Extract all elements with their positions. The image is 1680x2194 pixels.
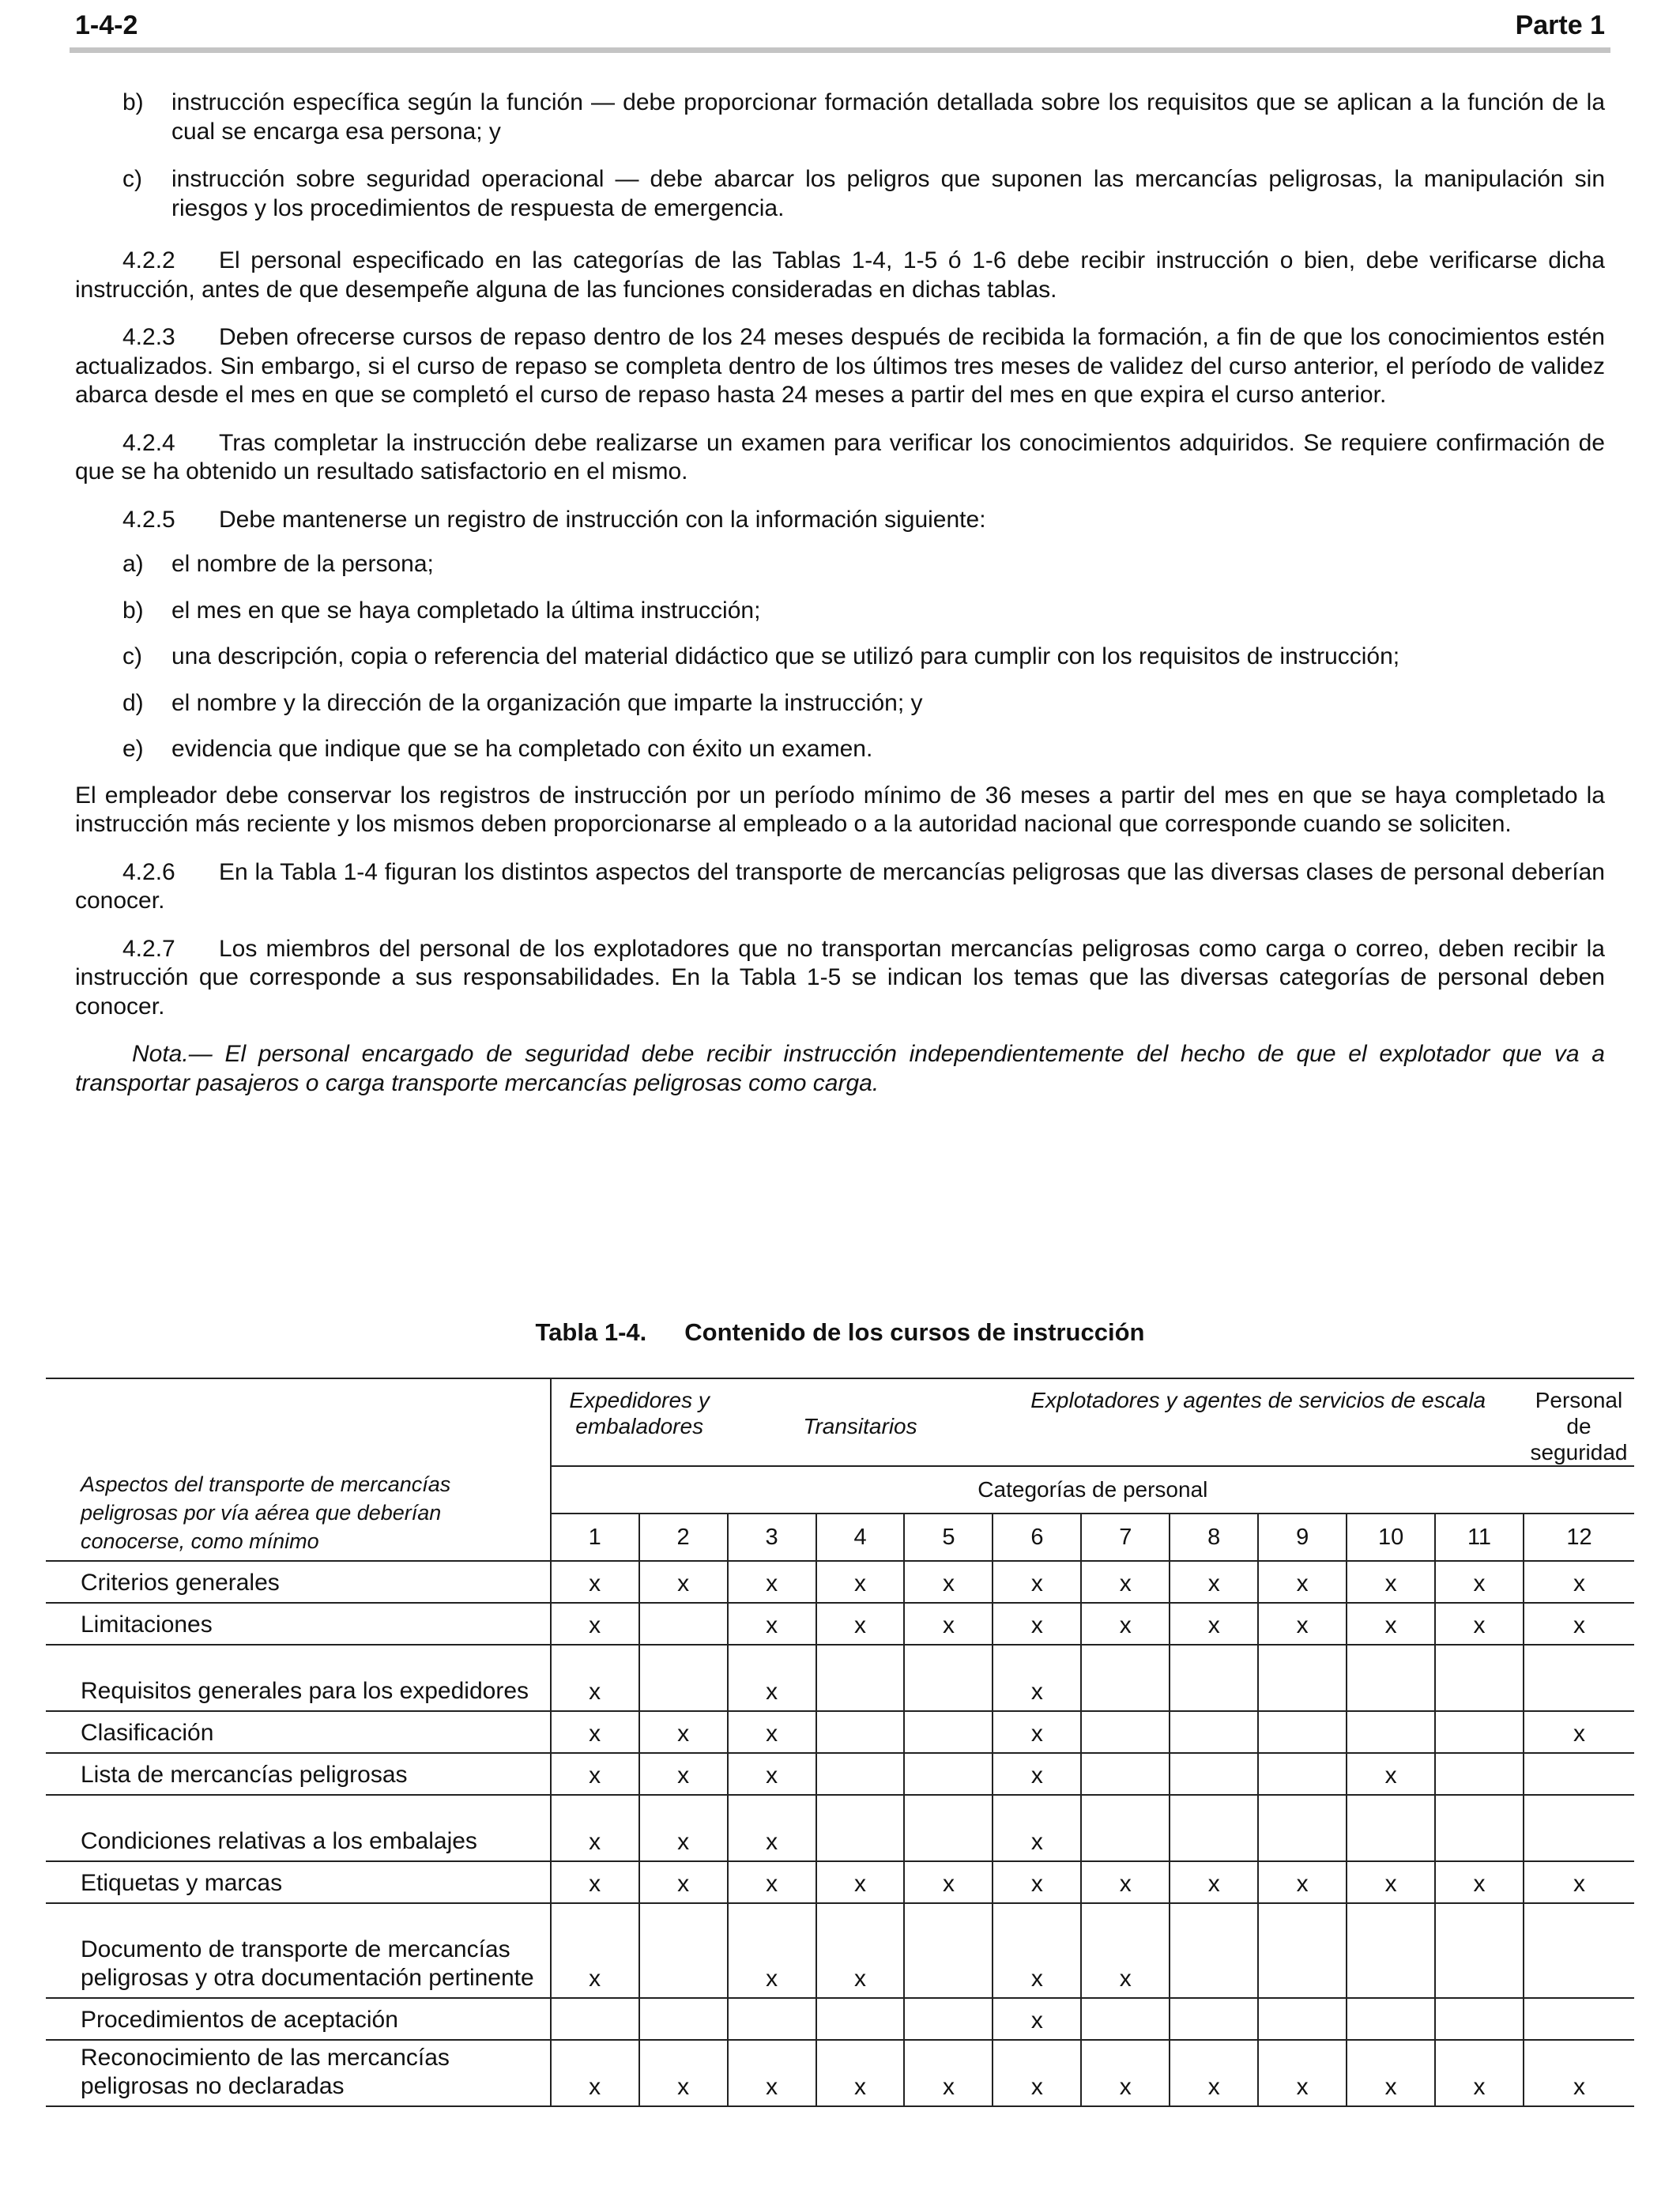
table-cell (1347, 1795, 1435, 1861)
header-aspects-label: Aspectos del transporte de mercancías peligrosas por vía aérea que deberían conocerse, como mínimo (46, 1378, 551, 1561)
table-cell: x (1347, 1861, 1435, 1903)
note (75, 1040, 1605, 1098)
paragraph-4-2-7 (75, 935, 1605, 1022)
table-cell (1524, 1753, 1634, 1795)
table-cell: x (1258, 2040, 1347, 2106)
table-cell: x (639, 1711, 728, 1753)
column-number: 11 (1435, 1514, 1524, 1561)
table-cell (816, 1795, 905, 1861)
list-label: c) (122, 166, 142, 192)
table-cell: x (639, 1795, 728, 1861)
table-row (46, 1645, 1634, 1711)
paragraph-text: Tras completar la instrucción debe realizarse un examen para verificar los conocimientos adquiridos. Se requiere confirmación de que se ha obtenido un resultado satisfactorio en el mismo. (75, 429, 1605, 484)
table-cell: x (1435, 2040, 1524, 2106)
paragraph-number: 4.2.6 (122, 858, 175, 885)
column-number: 10 (1347, 1514, 1435, 1561)
table-cell: x (993, 1861, 1081, 1903)
table-cell (1347, 1903, 1435, 1998)
table-cell (1347, 1998, 1435, 2040)
table-cell: x (728, 1711, 816, 1753)
table-cell: x (1347, 1561, 1435, 1603)
table-cell (1347, 1711, 1435, 1753)
table-cell: x (639, 1561, 728, 1603)
table-cell (1258, 1711, 1347, 1753)
table-row (46, 1903, 1634, 1998)
table-cell: x (993, 1795, 1081, 1861)
paragraph-4-2-3 (75, 323, 1605, 410)
paragraph-4-2-6 (75, 858, 1605, 916)
table-cell: x (551, 1903, 639, 1998)
row-label: Lista de mercancías peligrosas (46, 1753, 551, 1795)
table-cell: x (639, 1861, 728, 1903)
table-cell: x (1170, 1861, 1258, 1903)
table-cell: x (551, 1795, 639, 1861)
table-cell (1258, 1998, 1347, 2040)
list-item (75, 550, 1605, 579)
column-number: 12 (1524, 1514, 1634, 1561)
table-cell (1258, 1795, 1347, 1861)
row-label: Documento de transporte de mercancías peligrosas y otra documentación pertinente (46, 1903, 551, 1998)
list-label: e) (122, 736, 144, 762)
list-text: una descripción, copia o referencia del material didáctico que se utilizó para cumplir con los requisitos de instrucción; (171, 643, 1400, 669)
row-label: Etiquetas y marcas (46, 1861, 551, 1903)
table-cell (639, 1603, 728, 1645)
table-cell: x (1435, 1561, 1524, 1603)
table-cell: x (551, 2040, 639, 2106)
paragraph-4-2-4 (75, 429, 1605, 487)
list-label: b) (122, 89, 144, 115)
table-cell (728, 1998, 816, 2040)
table-cell (904, 1711, 993, 1753)
page-number: 1-4-2 (75, 9, 138, 40)
list-label: a) (122, 551, 144, 577)
list-text: instrucción específica según la función — debe proporcionar formación detallada sobre los requisitos que se aplican a la función de la cual se encarga esa persona; y (171, 89, 1605, 145)
table-cell (1258, 1753, 1347, 1795)
table-cell: x (1258, 1603, 1347, 1645)
table-cell: x (639, 1753, 728, 1795)
list-label: b) (122, 597, 144, 624)
list-item (75, 89, 1605, 146)
column-number: 6 (993, 1514, 1081, 1561)
table-row (46, 1861, 1634, 1903)
table-cell: x (993, 1753, 1081, 1795)
document-body (75, 89, 1605, 1098)
table-cell (816, 1711, 905, 1753)
list-text: instrucción sobre seguridad operacional — debe abarcar los peligros que suponen las mercancías peligrosas, la manipulación sin riesgos y los procedimientos de respuesta de emergencia. (171, 166, 1605, 221)
table-cell (1435, 1711, 1524, 1753)
table-cell (1081, 1645, 1170, 1711)
table-cell (1347, 1645, 1435, 1711)
list-text: el nombre y la dirección de la organización que imparte la instrucción; y (171, 689, 923, 716)
paragraph-text: Deben ofrecerse cursos de repaso dentro de los 24 meses después de recibida la formación, a fin de que los conocimientos estén actualizados. Sin embargo, si el curso de repaso se completa dentro de los últimos tres meses de validez del curso anterior, el período de validez abarca desde el mes en que se completó el curso de repaso hasta 24 meses a partir del mes en que expira el curso anterior. (75, 324, 1605, 408)
row-label: Criterios generales (46, 1561, 551, 1603)
list-item (75, 735, 1605, 764)
table-cell (1435, 1903, 1524, 1998)
table-cell: x (551, 1561, 639, 1603)
column-number: 8 (1170, 1514, 1258, 1561)
table-cell: x (1170, 2040, 1258, 2106)
paragraph-number: 4.2.7 (122, 935, 175, 962)
table-cell (1258, 1645, 1347, 1711)
note-text: El personal encargado de seguridad debe recibir instrucción independientemente del hecho de que el explotador que va a transportar pasajeros o carga transporte mercancías peligrosas como carga. (75, 1041, 1605, 1096)
table-cell: x (1524, 1711, 1634, 1753)
table-cell: x (1524, 1603, 1634, 1645)
table-cell: x (993, 1561, 1081, 1603)
table-cell: x (993, 2040, 1081, 2106)
list-item (75, 689, 1605, 718)
column-number: 2 (639, 1514, 728, 1561)
table-cell: x (1347, 1753, 1435, 1795)
table-cell (1170, 1998, 1258, 2040)
table-cell (1170, 1711, 1258, 1753)
table-header-row (46, 1378, 1634, 1466)
table-title-text: Contenido de los cursos de instrucción (684, 1318, 1145, 1346)
table-cell (551, 1998, 639, 2040)
table-cell (639, 1645, 728, 1711)
paragraph-employer (75, 782, 1605, 839)
table-row (46, 1603, 1634, 1645)
table-cell (904, 1795, 993, 1861)
table-cell (1170, 1645, 1258, 1711)
column-number: 1 (551, 1514, 639, 1561)
row-label: Limitaciones (46, 1603, 551, 1645)
table-row (46, 1795, 1634, 1861)
table-cell (1524, 1998, 1634, 2040)
row-label: Condiciones relativas a los embalajes (46, 1795, 551, 1861)
table-cell (1524, 1903, 1634, 1998)
header-rule (70, 47, 1610, 53)
part-label: Parte 1 (1515, 9, 1605, 40)
table-cell (904, 1903, 993, 1998)
table-cell (1435, 1998, 1524, 2040)
table-cell: x (1081, 1903, 1170, 1998)
table-cell (1081, 1753, 1170, 1795)
table-cell (639, 1998, 728, 2040)
table-cell: x (904, 1861, 993, 1903)
table-cell: x (728, 1645, 816, 1711)
paragraph-number: 4.2.4 (122, 429, 175, 456)
paragraph-text: El personal especificado en las categorías de las Tablas 1-4, 1-5 ó 1-6 debe recibir instrucción o bien, debe verificarse dicha instrucción, antes de que desempeñe alguna de las funciones consideradas en dichas tablas. (75, 247, 1605, 303)
column-number: 4 (816, 1514, 905, 1561)
table-cell: x (551, 1645, 639, 1711)
table-cell (1435, 1645, 1524, 1711)
table-cell (816, 1645, 905, 1711)
table-cell: x (816, 1603, 905, 1645)
group-shippers: Expedidores y embaladores (551, 1378, 728, 1466)
table-cell (1170, 1753, 1258, 1795)
paragraph-text: Los miembros del personal de los explotadores que no transportan mercancías peligrosas como carga o correo, deben recibir la instrucción que corresponde a sus responsabilidades. En la Tabla 1-5 se indican los temas que las diversas categorías de personal deben conocer. (75, 935, 1605, 1020)
table-cell: x (1435, 1603, 1524, 1645)
table-cell: x (728, 1795, 816, 1861)
group-operators: Explotadores y agentes de servicios de escala (993, 1378, 1524, 1466)
table-cell: x (1081, 1603, 1170, 1645)
table-cell: x (993, 1998, 1081, 2040)
table-cell: x (1258, 1561, 1347, 1603)
list-text: el nombre de la persona; (171, 551, 434, 577)
table-cell: x (993, 1645, 1081, 1711)
table-cell: x (728, 1753, 816, 1795)
table-cell: x (1258, 1861, 1347, 1903)
table-cell: x (904, 1561, 993, 1603)
column-number: 7 (1081, 1514, 1170, 1561)
table-cell: x (904, 1603, 993, 1645)
table-cell: x (1081, 2040, 1170, 2106)
table-cell (1435, 1753, 1524, 1795)
table-cell (1524, 1795, 1634, 1861)
table-cell: x (551, 1711, 639, 1753)
table-cell: x (1435, 1861, 1524, 1903)
note-lead: Nota.— (132, 1041, 213, 1067)
table-cell (1258, 1903, 1347, 1998)
table-cell: x (639, 2040, 728, 2106)
paragraph-number: 4.2.3 (122, 324, 175, 350)
table-cell: x (1524, 1861, 1634, 1903)
table-cell (816, 1998, 905, 2040)
table-row (46, 1998, 1634, 2040)
table-cell: x (728, 1561, 816, 1603)
table-cell (816, 1753, 905, 1795)
table-cell: x (728, 1861, 816, 1903)
training-content-table (46, 1378, 1634, 2107)
column-number: 5 (904, 1514, 993, 1561)
table-row (46, 2040, 1634, 2106)
table-cell: x (993, 1711, 1081, 1753)
table-number: Tabla 1-4. (535, 1318, 647, 1346)
table-cell (1081, 1998, 1170, 2040)
table-cell: x (816, 1861, 905, 1903)
table-cell: x (1081, 1861, 1170, 1903)
table-cell (904, 1645, 993, 1711)
table-cell: x (1524, 1561, 1634, 1603)
table-cell: x (1170, 1561, 1258, 1603)
table-cell (1435, 1795, 1524, 1861)
table-cell: x (1170, 1603, 1258, 1645)
paragraph-text: Debe mantenerse un registro de instrucción con la información siguiente: (219, 506, 986, 533)
list-item (75, 597, 1605, 626)
group-forwarders: Transitarios (728, 1378, 993, 1466)
table-cell (1170, 1795, 1258, 1861)
table-cell: x (728, 2040, 816, 2106)
paragraph-number: 4.2.5 (122, 506, 175, 533)
table-cell: x (993, 1903, 1081, 1998)
table-cell: x (816, 1903, 905, 1998)
row-label: Reconocimiento de las mercancías peligrosas no declaradas (46, 2040, 551, 2106)
row-label: Clasificación (46, 1711, 551, 1753)
table-cell: x (551, 1753, 639, 1795)
table-cell: x (904, 2040, 993, 2106)
table-row (46, 1711, 1634, 1753)
table-cell (1081, 1795, 1170, 1861)
column-number: 3 (728, 1514, 816, 1561)
table-cell: x (816, 2040, 905, 2106)
paragraph-text: En la Tabla 1-4 figuran los distintos aspectos del transporte de mercancías peligrosas que las diversas clases de personal deberían conocer. (75, 858, 1605, 914)
table-cell (1081, 1711, 1170, 1753)
paragraph-4-2-2 (75, 247, 1605, 304)
table-cell (1170, 1903, 1258, 1998)
group-security: Personal de seguridad (1524, 1378, 1634, 1466)
table-cell: x (993, 1603, 1081, 1645)
table-cell: x (1347, 1603, 1435, 1645)
list-item (75, 165, 1605, 223)
categories-label: Categorías de personal (551, 1466, 1634, 1514)
list-label: d) (122, 689, 144, 716)
table-title (0, 1318, 1680, 1347)
table-cell: x (728, 1603, 816, 1645)
table-cell: x (728, 1903, 816, 1998)
table-cell (1524, 1645, 1634, 1711)
list-text: evidencia que indique que se ha completado con éxito un examen. (171, 736, 873, 762)
table-row (46, 1561, 1634, 1603)
column-number: 9 (1258, 1514, 1347, 1561)
page-header (75, 0, 1605, 51)
table-cell (904, 1753, 993, 1795)
paragraph-number: 4.2.2 (122, 247, 175, 273)
list-label: c) (122, 643, 142, 669)
table-cell: x (1524, 2040, 1634, 2106)
paragraph-text: El empleador debe conservar los registros de instrucción por un período mínimo de 36 meses a partir del mes en que se haya completado la instrucción más reciente y los mismos deben proporcionarse al empleado o a la autoridad nacional que corresponde cuando se soliciten. (75, 782, 1605, 837)
table-cell: x (1081, 1561, 1170, 1603)
row-label: Procedimientos de aceptación (46, 1998, 551, 2040)
table-cell (639, 1903, 728, 1998)
table-cell: x (551, 1603, 639, 1645)
list-text: el mes en que se haya completado la última instrucción; (171, 597, 761, 624)
table-cell: x (551, 1861, 639, 1903)
list-item (75, 643, 1605, 672)
row-label: Requisitos generales para los expedidores (46, 1645, 551, 1711)
paragraph-4-2-5 (75, 506, 1605, 535)
table-cell (904, 1998, 993, 2040)
table-cell: x (1347, 2040, 1435, 2106)
table-row (46, 1753, 1634, 1795)
table-cell: x (816, 1561, 905, 1603)
